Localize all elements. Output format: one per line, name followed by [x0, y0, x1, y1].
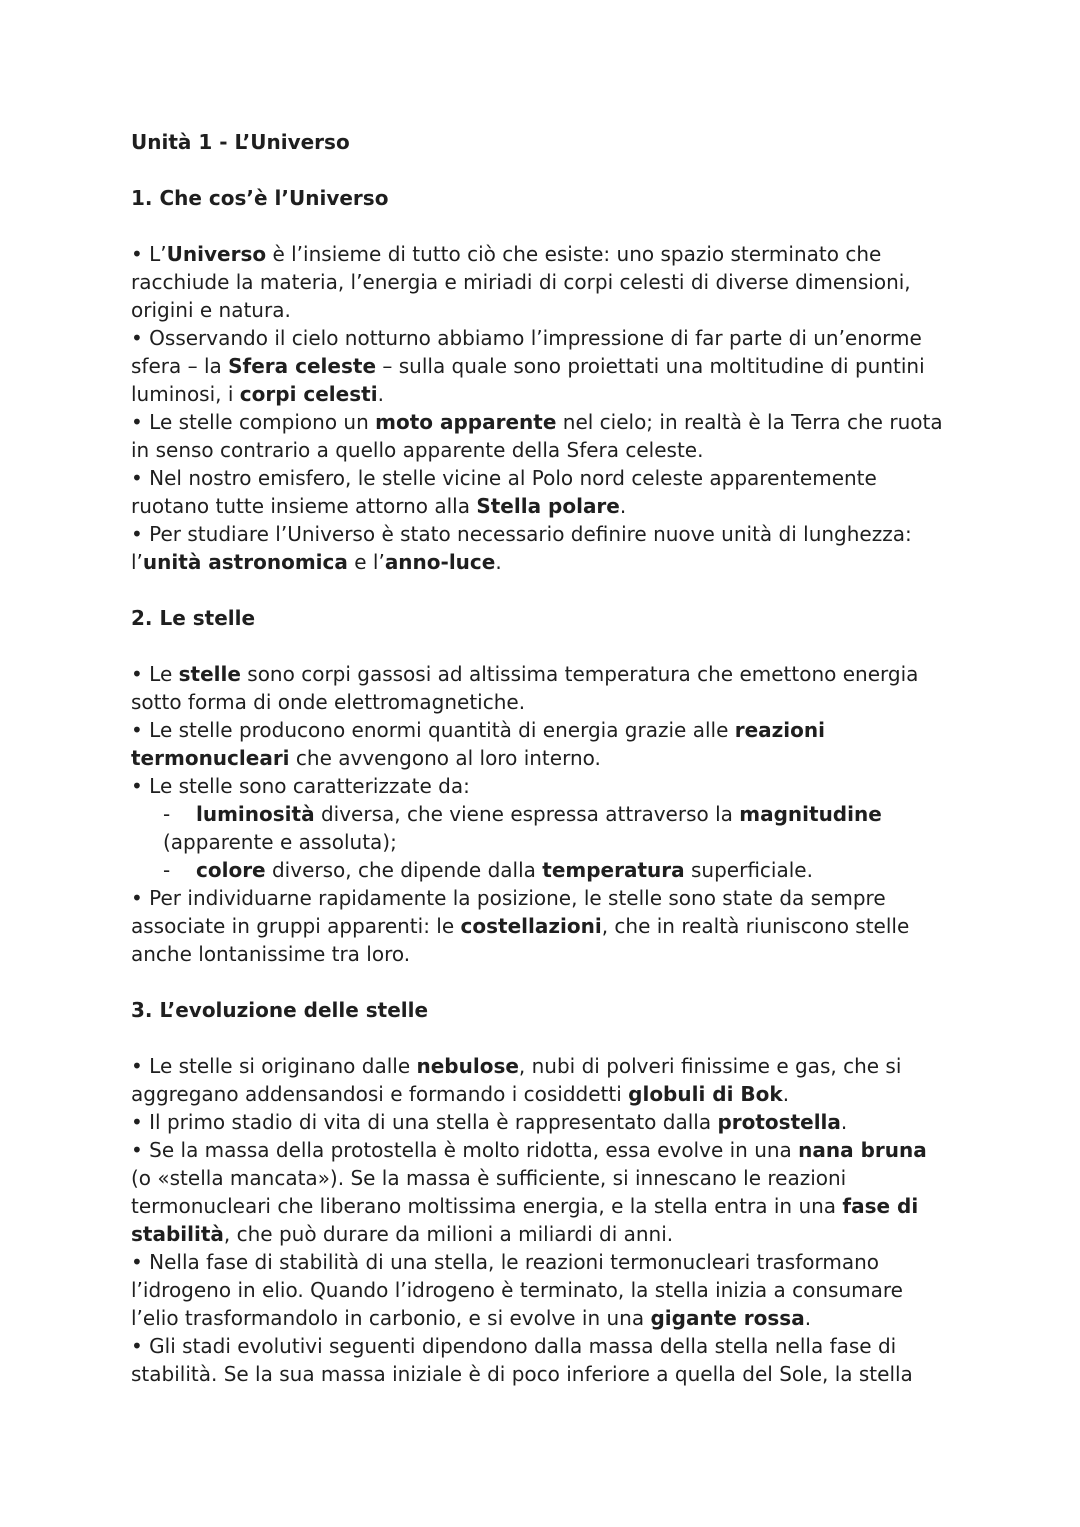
bullet-paragraph: • Le stelle compiono un moto apparente nel cielo; in realtà è la Terra che ruota in senso contrario a quello apparente della Sfera celeste. [131, 410, 943, 462]
bullet-paragraph: • Le stelle sono corpi gassosi ad altissima temperatura che emettono energia sotto forma di onde elettromagnetiche. [131, 662, 919, 714]
bullet-paragraph: • Gli stadi evolutivi seguenti dipendono dalla massa della stella nella fase di stabilità. Se la sua massa iniziale è di poco inferiore a quella del Sole, la stella [131, 1334, 913, 1386]
bullet-paragraph: • Se la massa della protostella è molto ridotta, essa evolve in una nana bruna (o «stella mancata»). Se la massa è sufficiente, si innescano le reazioni termonucleari che liberano moltissima energia, e la stella entra in una fase di stabilità, che può durare da milioni a miliardi di anni. [131, 1138, 927, 1246]
sub-list-item: - colore diverso, che dipende dalla temperatura superficiale. [163, 858, 813, 882]
section-heading-stelle: 2. Le stelle [131, 606, 256, 630]
sub-list-item: - luminosità diversa, che viene espressa attraverso la magnitudine (apparente e assoluta); [163, 802, 882, 854]
bullet-paragraph: • Le stelle sono caratterizzate da: [131, 774, 470, 798]
section-heading-universo: 1. Che cos’è l’Universo [131, 186, 389, 210]
bullet-paragraph: • Nella fase di stabilità di una stella, le reazioni termonucleari trasformano l’idrogeno in elio. Quando l’idrogeno è terminato, la stella inizia a consumare l’elio trasformandolo in carbonio, e si evolve in una gigante rossa. [131, 1250, 903, 1330]
bullet-paragraph: • Il primo stadio di vita di una stella è rappresentato dalla protostella. [131, 1110, 848, 1134]
bullet-paragraph: • Nel nostro emisfero, le stelle vicine al Polo nord celeste apparentemente ruotano tutte insieme attorno alla Stella polare. [131, 466, 877, 518]
bullet-paragraph: • Osservando il cielo notturno abbiamo l’impressione di far parte di un’enorme sfera – la Sfera celeste – sulla quale sono proiettati una moltitudine di puntini luminosi, i corpi celesti. [131, 326, 925, 406]
bullet-paragraph: • Le stelle si originano dalle nebulose, nubi di polveri finissime e gas, che si aggregano addensandosi e formando i cosiddetti globuli di Bok. [131, 1054, 902, 1106]
bullet-paragraph: • Le stelle producono enormi quantità di energia grazie alle reazioni termonucleari che avvengono al loro interno. [131, 718, 825, 770]
bullet-paragraph: • Per individuarne rapidamente la posizione, le stelle sono state da sempre associate in gruppi apparenti: le costellazioni, che in realtà riuniscono stelle anche lontanissime tra loro. [131, 886, 910, 966]
document-title: Unità 1 - L’Universo [131, 130, 350, 154]
bullet-paragraph: • L’Universo è l’insieme di tutto ciò che esiste: uno spazio sterminato che racchiude la materia, l’energia e miriadi di corpi celesti di diverse dimensioni, origini e natura. [131, 242, 911, 322]
document-page [131, 128, 961, 1388]
section-heading-evoluzione: 3. L’evoluzione delle stelle [131, 998, 429, 1022]
bullet-paragraph: • Per studiare l’Universo è stato necessario definire nuove unità di lunghezza: l’unità astronomica e l’anno-luce. [131, 522, 912, 574]
